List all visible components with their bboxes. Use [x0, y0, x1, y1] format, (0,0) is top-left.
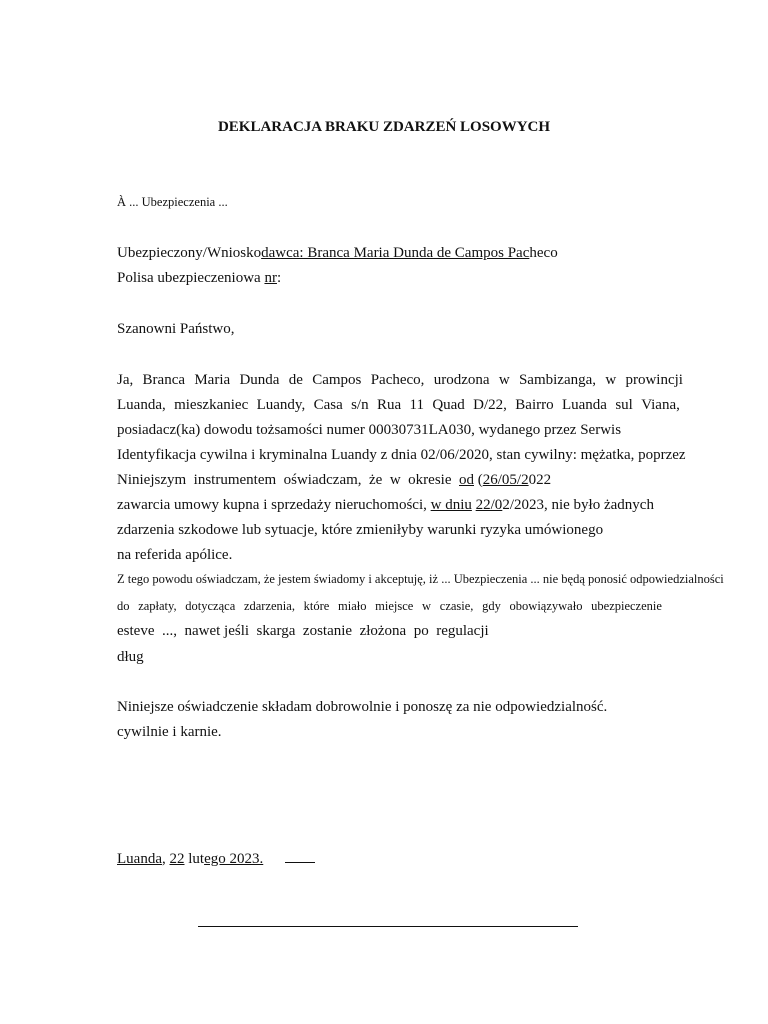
- word: 11: [409, 397, 424, 413]
- date-month-a: lut: [184, 851, 205, 867]
- word: de: [288, 372, 303, 388]
- word: Pacheco,: [370, 372, 425, 388]
- policy-number-label: nr: [264, 270, 277, 286]
- umowy-text: zawarcia umowy kupna i sprzedaży nieruchomości,: [117, 497, 431, 513]
- closing-line1: Niniejsze oświadczenie składam dobrowolnie i ponoszę za nie odpowiedzialność.: [117, 699, 608, 715]
- word: zdarzenia,: [243, 599, 295, 613]
- word: D/22,: [473, 397, 507, 413]
- umowy-line: [117, 496, 654, 514]
- word: s/n: [351, 397, 369, 413]
- word: Ja,: [117, 372, 134, 388]
- word: Luanda,: [117, 397, 166, 413]
- esteve-line: esteve ..., nawet jeśli skarga zostanie złożona po regulacji: [117, 623, 489, 639]
- insured-name: dawca: Branca Maria Dunda de Campos Pac: [261, 245, 530, 261]
- word: Maria: [194, 372, 231, 388]
- word: Luanda: [561, 397, 607, 413]
- word: prowincji: [625, 372, 683, 388]
- word: do: [117, 599, 130, 613]
- policy-colon: :: [276, 270, 282, 286]
- insured-suffix: heco: [529, 245, 558, 261]
- word: w: [605, 372, 617, 388]
- word: dotycząca: [185, 599, 236, 613]
- okres-line: [117, 471, 551, 489]
- okres-text: Niniejszym instrumentem oświadczam, że w okresie: [117, 472, 459, 488]
- word: Bairro: [515, 397, 554, 413]
- word: urodzona: [433, 372, 490, 388]
- word: zapłaty,: [138, 599, 177, 613]
- word: sul: [615, 397, 633, 413]
- document-title: DEKLARACJA BRAKU ZDARZEŃ LOSOWYCH: [217, 119, 551, 135]
- addressee: À ... Ubezpieczenia ...: [117, 195, 228, 209]
- paragraph1-line3: posiadacz(ka) dowodu tożsamości numer 00030731LA030, wydanego przez Serwis: [117, 422, 622, 438]
- okres-date: 26/05/2: [482, 472, 529, 488]
- paragraph1-line1: [117, 371, 683, 389]
- umowy-date: 22/0: [475, 497, 503, 513]
- word: Campos: [312, 372, 362, 388]
- word: w: [422, 599, 432, 613]
- okres-tail: 022: [528, 472, 552, 488]
- signature-line: [198, 926, 578, 927]
- umowy-tail: 2/2023, nie było żadnych: [502, 497, 654, 513]
- umowy-w-dniu: w dniu: [430, 497, 472, 513]
- paragraph1-line4: Identyfikacja cywilna i kryminalna Luandy z dnia 02/06/2020, stan cywilny: mężatka, poprzez: [117, 447, 686, 463]
- word: miejsce: [375, 599, 414, 613]
- word: Casa: [313, 397, 343, 413]
- word: czasie,: [439, 599, 474, 613]
- salutation: Szanowni Państwo,: [117, 321, 235, 337]
- word: obowiązywało: [509, 599, 583, 613]
- date-blank-line: [285, 849, 315, 863]
- word: miało: [338, 599, 367, 613]
- okres-od: od: [459, 472, 474, 488]
- word: w: [498, 372, 510, 388]
- place-date-line: [117, 849, 315, 868]
- word: ubezpieczenie: [591, 599, 662, 613]
- word: mieszkaniec: [174, 397, 249, 413]
- word: Viana,: [641, 397, 680, 413]
- small-line1: Z tego powodu oświadczam, że jestem świadomy i akceptuję, iż ... Ubezpieczenia ... nie będą ponosić odpowiedzialności: [117, 572, 724, 586]
- date-day: 22: [169, 851, 185, 867]
- policy-label: Polisa ubezpieczeniowa: [117, 270, 265, 286]
- word: Rua: [376, 397, 402, 413]
- word: gdy: [482, 599, 501, 613]
- dlug-line: dług: [117, 649, 144, 665]
- paragraph1-line2: [117, 396, 680, 414]
- word: Quad: [432, 397, 465, 413]
- word: Dunda: [239, 372, 280, 388]
- closing-line2: cywilnie i karnie.: [117, 724, 222, 740]
- word: które: [303, 599, 330, 613]
- date-month-b: ego 2023.: [204, 851, 264, 867]
- small-line2: [117, 597, 662, 615]
- zdarzenia-line: zdarzenia szkodowe lub sytuacje, które zmieniłyby warunki ryzyka umówionego: [117, 522, 604, 538]
- place-sep: ,: [161, 851, 170, 867]
- word: Sambizanga,: [518, 372, 597, 388]
- word: Branca: [142, 372, 186, 388]
- word: Luandy,: [256, 397, 306, 413]
- insured-label: Ubezpieczony/Wniosko: [117, 245, 262, 261]
- insured-line: [117, 244, 558, 262]
- referida-line: na referida apólice.: [117, 547, 233, 563]
- okres-paren: (: [474, 472, 483, 488]
- policy-line: [117, 269, 281, 287]
- place-city: Luanda: [117, 851, 162, 867]
